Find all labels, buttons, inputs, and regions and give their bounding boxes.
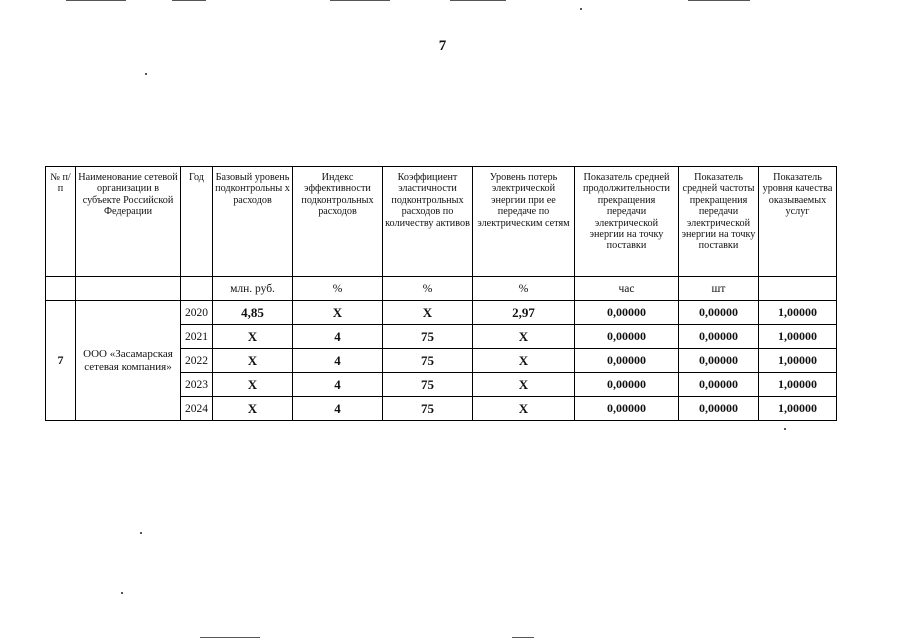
scan-speck-3: [140, 532, 142, 534]
efficiency-index-cell: 4: [293, 325, 383, 349]
service-quality-cell: 1,00000: [759, 397, 837, 421]
base-cost-cell: Х: [213, 325, 293, 349]
interruption-frequency-cell: 0,00000: [679, 301, 759, 325]
interruption-frequency-cell: 0,00000: [679, 373, 759, 397]
scan-mark-top-2: [172, 0, 206, 1]
units-row: [46, 277, 837, 301]
header-interruption-frequency: Показатель средней частоты прекращения передачи электрической энергии на точку поставки: [679, 167, 759, 277]
header-service-quality: Показатель уровня качества оказываемых услуг: [759, 167, 837, 277]
header-interruption-duration: Показатель средней продолжительности прекращения передачи электрической энергии на точку поставки: [575, 167, 679, 277]
header-organization: Наименование сетевой организации в субъекте Российской Федерации: [76, 167, 181, 277]
scan-speck-2: [580, 8, 582, 10]
unit-spacer-organization: [76, 277, 181, 301]
header-row: [46, 167, 837, 277]
organization-name: ООО «Засамарская сетевая компания»: [76, 301, 181, 421]
elasticity-cell: 75: [383, 325, 473, 349]
unit-interruption-frequency: шт: [679, 277, 759, 301]
year-cell: 2023: [181, 373, 213, 397]
interruption-frequency-cell: 0,00000: [679, 397, 759, 421]
unit-spacer-year: [181, 277, 213, 301]
scan-mark-bottom-1: [200, 637, 260, 638]
efficiency-index-cell: 4: [293, 397, 383, 421]
entry-number: 7: [46, 301, 76, 421]
interruption-duration-cell: 0,00000: [575, 325, 679, 349]
losses-cell: Х: [473, 349, 575, 373]
service-quality-cell: 1,00000: [759, 325, 837, 349]
header-year: Год: [181, 167, 213, 277]
page-number: 7: [438, 38, 447, 54]
year-cell: 2022: [181, 349, 213, 373]
header-elasticity: Коэффициент эластичности подконтрольных расходов по количеству активов: [383, 167, 473, 277]
elasticity-cell: 75: [383, 349, 473, 373]
unit-spacer-number: [46, 277, 76, 301]
unit-losses: %: [473, 277, 575, 301]
unit-elasticity: %: [383, 277, 473, 301]
unit-interruption-duration: час: [575, 277, 679, 301]
elasticity-cell: 75: [383, 397, 473, 421]
scan-mark-top-5: [688, 0, 750, 1]
year-cell: 2021: [181, 325, 213, 349]
losses-cell: 2,97: [473, 301, 575, 325]
scan-speck-5: [784, 428, 786, 430]
interruption-duration-cell: 0,00000: [575, 397, 679, 421]
unit-base-cost: млн. руб.: [213, 277, 293, 301]
interruption-duration-cell: 0,00000: [575, 373, 679, 397]
header-losses: Уровень потерь электрической энергии при ее передаче по электрическим сетям: [473, 167, 575, 277]
base-cost-cell: Х: [213, 373, 293, 397]
efficiency-index-cell: 4: [293, 349, 383, 373]
elasticity-cell: Х: [383, 301, 473, 325]
service-quality-cell: 1,00000: [759, 373, 837, 397]
year-cell: 2024: [181, 397, 213, 421]
losses-cell: Х: [473, 325, 575, 349]
year-cell: 2020: [181, 301, 213, 325]
interruption-frequency-cell: 0,00000: [679, 349, 759, 373]
header-base-cost: Базовый уровень подконтрольны х расходов: [213, 167, 293, 277]
service-quality-cell: 1,00000: [759, 349, 837, 373]
scan-mark-bottom-2: [512, 637, 534, 638]
losses-cell: Х: [473, 397, 575, 421]
scan-mark-top-4: [450, 0, 506, 1]
service-quality-cell: 1,00000: [759, 301, 837, 325]
base-cost-cell: Х: [213, 397, 293, 421]
header-number: № п/п: [46, 167, 76, 277]
efficiency-index-cell: 4: [293, 373, 383, 397]
base-cost-cell: Х: [213, 349, 293, 373]
table-row: [46, 301, 837, 325]
interruption-duration-cell: 0,00000: [575, 301, 679, 325]
base-cost-cell: 4,85: [213, 301, 293, 325]
interruption-frequency-cell: 0,00000: [679, 325, 759, 349]
tariff-table: [45, 166, 837, 421]
losses-cell: Х: [473, 373, 575, 397]
interruption-duration-cell: 0,00000: [575, 349, 679, 373]
efficiency-index-cell: Х: [293, 301, 383, 325]
scan-speck-4: [121, 592, 123, 594]
scan-mark-top-1: [66, 0, 126, 1]
elasticity-cell: 75: [383, 373, 473, 397]
scan-speck-1: [145, 73, 147, 75]
unit-efficiency-index: %: [293, 277, 383, 301]
unit-service-quality: [759, 277, 837, 301]
header-efficiency-index: Индекс эффективности подконтрольных расходов: [293, 167, 383, 277]
scan-mark-top-3: [330, 0, 390, 1]
